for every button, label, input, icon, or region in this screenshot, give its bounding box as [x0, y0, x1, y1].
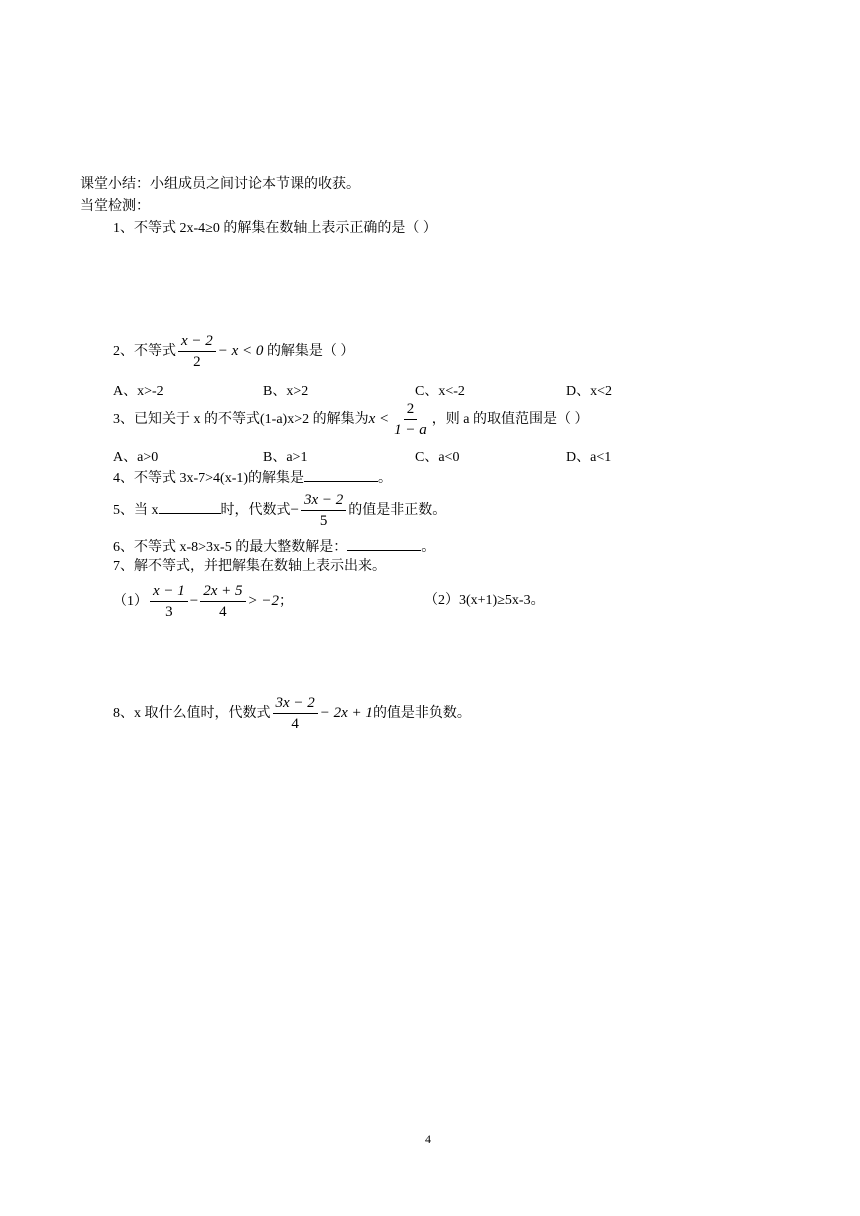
fraction-denominator: 5	[319, 513, 328, 530]
math-expression: > −2	[247, 593, 280, 609]
part-suffix: ；	[279, 594, 294, 609]
fraction	[150, 581, 188, 622]
option-d: D、x<2	[566, 384, 613, 399]
fraction-denominator: 1 − a	[394, 422, 427, 439]
question-4	[113, 467, 392, 488]
question-3-suffix: ，则 a 的取值范围是（ ）	[431, 412, 589, 427]
question-5-suffix: 的值是非正数。	[348, 503, 447, 518]
question-2-prefix: 2、不等式	[113, 344, 176, 359]
part-label: （1）	[113, 594, 148, 609]
option-b: B、a>1	[263, 450, 308, 465]
fraction-denominator: 4	[219, 604, 227, 621]
fraction	[178, 331, 216, 372]
fraction-numerator: x − 1	[150, 581, 188, 602]
question-5-prefix: 5、当 x	[113, 503, 159, 518]
question-2	[113, 330, 354, 373]
question-4-suffix: 。	[378, 471, 393, 486]
question-8-prefix: 8、x 取什么值时，代数式	[113, 706, 271, 721]
question-7: 7、解不等式，并把解集在数轴上表示出来。	[113, 559, 386, 574]
question-5	[113, 489, 446, 532]
answer-blank[interactable]	[347, 536, 421, 551]
question-8	[113, 692, 471, 735]
fraction-denominator: 4	[291, 716, 299, 733]
option-c: C、a<0	[415, 450, 460, 465]
math-expression: − x < 0	[217, 343, 264, 359]
fraction-numerator: x − 2	[178, 331, 216, 352]
fraction-denominator: 3	[165, 604, 173, 621]
lesson-summary: 课堂小结：小组成员之间讨论本节课的收获。	[80, 177, 360, 192]
page-number: 4	[425, 1132, 431, 1146]
question-3	[113, 398, 588, 441]
question-3-prefix: 3、已知关于 x 的不等式(1-a)x>2 的解集为	[113, 412, 369, 427]
minus-sign: −	[290, 502, 299, 518]
minus-sign: −	[189, 593, 199, 609]
fraction-denominator: 2	[193, 354, 201, 371]
math-expression: − 2x + 1	[319, 705, 373, 721]
answer-blank[interactable]	[159, 499, 221, 514]
question-2-suffix: 的解集是（ ）	[266, 344, 355, 359]
answer-blank[interactable]	[304, 467, 378, 482]
fraction	[391, 399, 430, 440]
question-1: 1、不等式 2x-4≥0 的解集在数轴上表示正确的是（ ）	[113, 221, 437, 236]
classroom-check-title: 当堂检测：	[80, 199, 150, 214]
option-a: A、x>-2	[113, 384, 164, 399]
fraction-numerator: 3x − 2	[273, 693, 318, 714]
question-6-suffix: 。	[421, 540, 436, 555]
option-c: C、x<-2	[415, 384, 465, 399]
question-6	[113, 536, 435, 557]
option-d: D、a<1	[566, 450, 612, 465]
fraction	[200, 581, 245, 622]
question-7-part-1	[113, 580, 293, 623]
option-a: A、a>0	[113, 450, 159, 465]
math-expression: x <	[368, 411, 390, 427]
question-8-suffix: 的值是非负数。	[372, 706, 471, 721]
fraction-numerator: 3x − 2	[301, 490, 346, 511]
question-4-prefix: 4、不等式 3x-7>4(x-1)的解集是	[113, 471, 305, 486]
fraction	[273, 693, 318, 734]
question-6-prefix: 6、不等式 x-8>3x-5 的最大整数解是：	[113, 540, 348, 555]
question-5-mid: 时，代数式	[220, 503, 291, 518]
question-7-part-2: （2）3(x+1)≥5x-3。	[424, 593, 545, 608]
fraction-numerator: 2x + 5	[200, 581, 245, 602]
option-b: B、x>2	[263, 384, 309, 399]
fraction-numerator: 2	[404, 399, 418, 420]
fraction	[301, 490, 346, 531]
